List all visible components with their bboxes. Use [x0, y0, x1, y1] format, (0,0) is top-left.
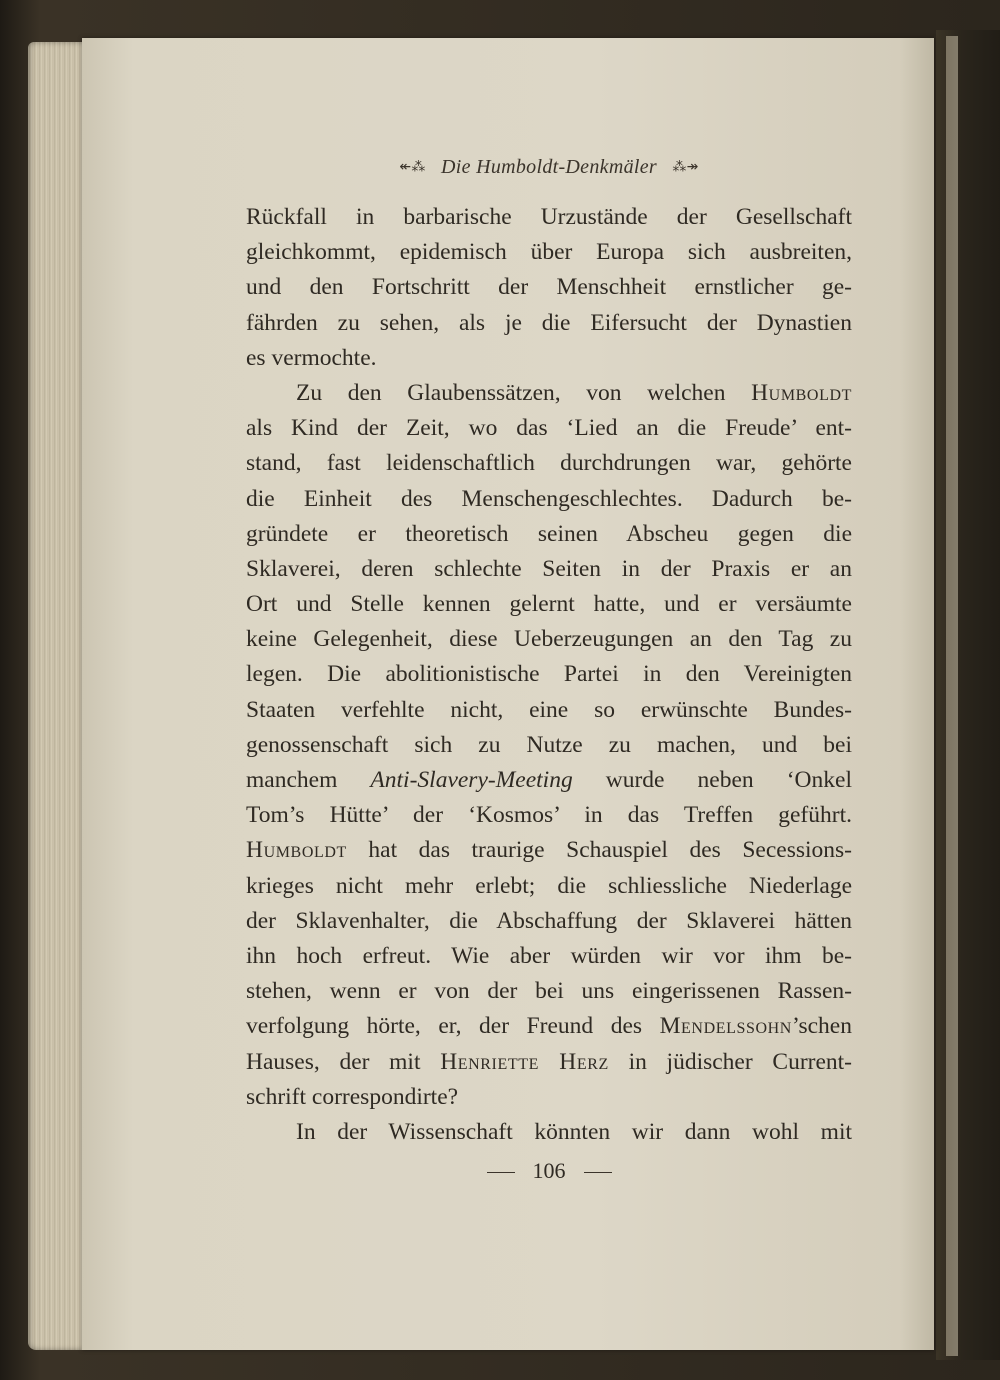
- text-line: die Einheit des Menschengeschlechtes. Dadurch be-: [246, 485, 852, 512]
- name-humboldt: Humboldt: [751, 379, 852, 406]
- text-line: [246, 763, 852, 798]
- text-run: wurde neben ‘Onkel: [572, 767, 852, 793]
- text-line: In der Wissenschaft könnten wir dann wohl mit: [296, 1118, 852, 1145]
- text-line: Sklaverei, deren schlechte Seiten in der Praxis er an: [246, 555, 852, 582]
- text-line: [246, 1045, 852, 1080]
- text-line: [246, 376, 852, 411]
- text-line: als Kind der Zeit, wo das ‘Lied an die Freude’ ent-: [246, 415, 852, 442]
- page-number: [246, 1158, 852, 1184]
- running-head: [246, 156, 852, 179]
- text-line: keine Gelegenheit, diese Ueberzeugungen an den Tag zu: [246, 626, 852, 653]
- text-line: ihn hoch erfreut. Wie aber würden wir vor ihm be-: [246, 942, 852, 969]
- text-run: hat das traurige Schauspiel des Secessions-: [346, 837, 852, 864]
- body-text: [246, 200, 852, 1150]
- name-henriette-herz: Henriette Herz: [440, 1048, 609, 1075]
- text-line: Tom’s Hütte’ der ‘Kosmos’ in das Treffen geführt.: [246, 802, 852, 829]
- text-line: gründete er theoretisch seinen Abscheu gegen die: [246, 520, 852, 547]
- running-head-title: Die Humboldt-Denkmäler: [441, 156, 657, 178]
- text-run: ’schen: [791, 1013, 852, 1040]
- text-run: verfolgung hörte, er, der Freund des: [246, 1013, 660, 1040]
- text-line: Rückfall in barbarische Urzustände der Gesellschaft: [246, 204, 852, 230]
- text-run: in jüdischer Current-: [608, 1048, 853, 1075]
- text-line: krieges nicht mehr erlebt; die schliessliche Niederlage: [246, 872, 852, 899]
- text-line: schrift correspondirte?: [246, 1083, 459, 1110]
- text-line: fährden zu sehen, als je die Eifersucht der Dynastien: [246, 309, 852, 336]
- text-line: [246, 833, 852, 868]
- text-line: gleichkommt, epidemisch über Europa sich ausbreiten,: [246, 239, 852, 266]
- text-line: genossenschaft sich zu Nutze zu machen, und bei: [246, 731, 852, 758]
- name-humboldt: Humboldt: [246, 837, 347, 864]
- text-line: Staaten verfehlte nicht, eine so erwünschte Bundes-: [246, 696, 852, 723]
- folio-dash-right: [584, 1172, 612, 1173]
- ornament-right-icon: ⁂↠: [672, 160, 699, 175]
- text-run: Zu den Glaubenssätzen, von welchen: [296, 379, 752, 406]
- name-mendelssohn: Mendelssohn: [659, 1013, 792, 1040]
- text-line: Ort und Stelle kennen gelernt hatte, und er versäumte: [246, 591, 852, 618]
- text-line: stand, fast leidenschaftlich durchdrungen war, gehörte: [246, 450, 852, 477]
- text-line: stehen, wenn er von der bei uns eingerissenen Rassen-: [246, 978, 852, 1005]
- facing-page-sliver: [946, 36, 958, 1356]
- ornament-left-icon: ↞⁂: [399, 160, 426, 175]
- italic-term: Anti-Slavery-Meeting: [370, 767, 573, 793]
- text-line: legen. Die abolitionistische Partei in den Vereinigten: [246, 661, 852, 688]
- text-line: der Sklavenhalter, die Abschaffung der Sklaverei hätten: [246, 907, 852, 934]
- text-run: Hauses, der mit: [246, 1048, 441, 1075]
- page-number-value: 106: [532, 1158, 566, 1183]
- text-line: und den Fortschritt der Menschheit ernstlicher ge-: [246, 274, 852, 301]
- text-run: manchem: [246, 767, 371, 793]
- folio-dash-left: [487, 1172, 515, 1173]
- text-line: es vermochte.: [246, 344, 377, 371]
- text-line: [246, 1009, 852, 1044]
